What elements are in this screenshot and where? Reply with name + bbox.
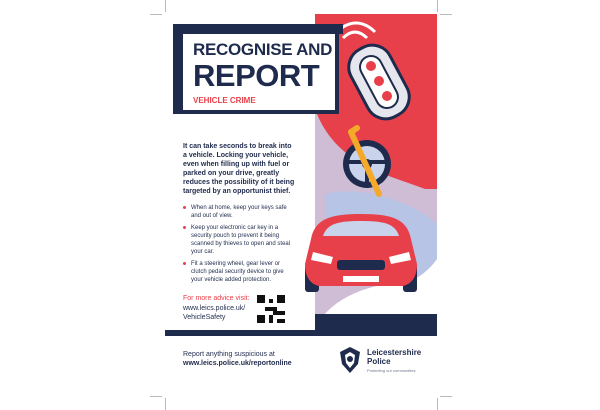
crop-mark — [165, 398, 166, 410]
police-crest-icon — [338, 346, 362, 374]
crop-mark — [150, 14, 162, 15]
divider-band — [165, 330, 437, 336]
crop-mark — [150, 396, 162, 397]
police-name: Leicestershire Police — [367, 348, 422, 366]
qr-code[interactable] — [257, 295, 285, 323]
crop-mark — [437, 398, 438, 410]
title-line-2: REPORT — [193, 58, 320, 93]
crop-mark — [437, 0, 438, 12]
crop-mark — [165, 0, 166, 12]
advice-link[interactable]: www.leics.police.uk/ VehicleSafety — [183, 305, 246, 321]
title-box — [179, 30, 339, 114]
police-tagline: Protecting our communities — [367, 368, 416, 373]
list-item: Fit a steering wheel, gear lever or clutch pedal security device to give your vehicle added protection. — [183, 260, 293, 284]
crop-mark — [440, 14, 452, 15]
report-link[interactable]: www.leics.police.uk/reportonline — [183, 360, 292, 367]
intro-text: It can take seconds to break into a vehicle. Locking your vehicle, even when filling up with fuel or parked on your drive, greatly reduces the possibility of it being targeted by an opportunist thief. — [183, 143, 295, 195]
car-key-fob-icon — [337, 23, 416, 126]
advice-label: For more advice visit: — [183, 295, 250, 302]
report-text: Report anything suspicious at — [183, 351, 275, 358]
subtitle: VEHICLE CRIME — [193, 96, 256, 105]
red-car-illustration — [305, 214, 417, 292]
poster — [165, 14, 437, 396]
title-line-1: RECOGNISE AND — [193, 40, 333, 59]
list-item: Keep your electronic car key in a security pouch to prevent it being scanned by thieves to open and steal your car. — [183, 224, 293, 256]
tips-list — [183, 204, 293, 288]
crop-mark — [440, 396, 452, 397]
list-item: When at home, keep your keys safe and out of view. — [183, 204, 293, 220]
